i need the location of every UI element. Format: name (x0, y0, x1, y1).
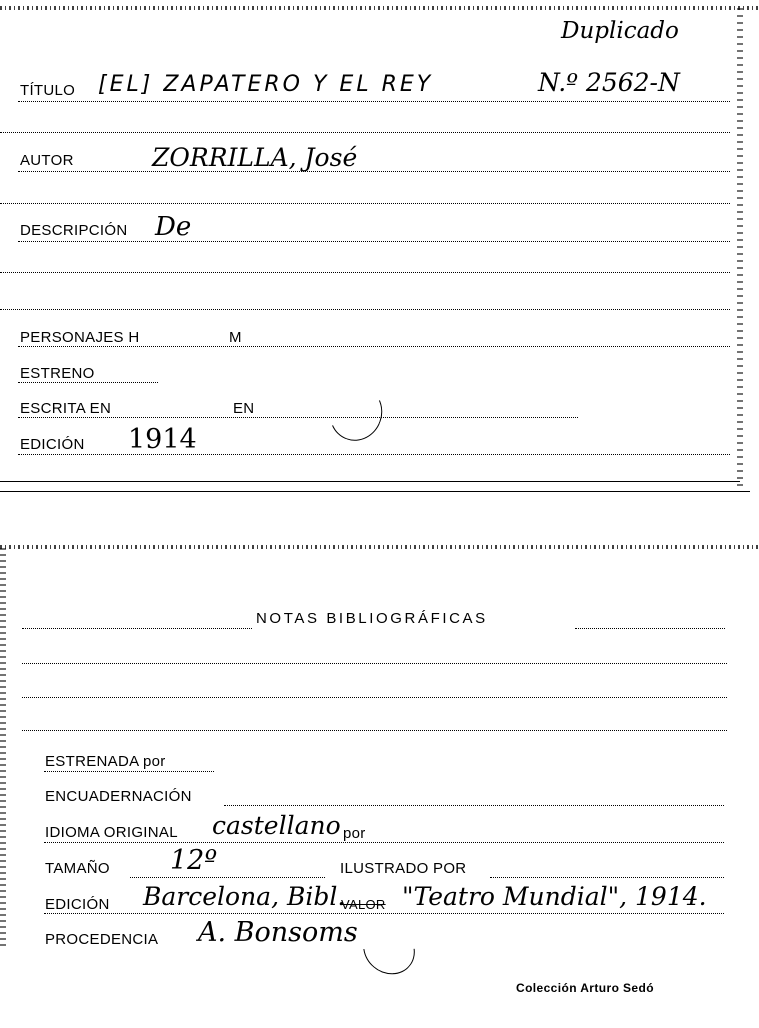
notas-line-right (575, 628, 725, 629)
back-edicion-value-2: "Teatro Mundial", 1914. (402, 882, 707, 911)
idioma-line (44, 842, 724, 843)
row-line (0, 132, 730, 133)
mujeres-label: M (229, 329, 242, 346)
ilustrado-label: ILUSTRADO POR (340, 860, 467, 877)
titulo-value: [EL] ZAPATERO Y EL REY (98, 72, 434, 97)
edicion-year: 1914 (128, 424, 197, 455)
escrita-line (18, 417, 578, 418)
descripcion-value: De (155, 212, 192, 242)
catalog-card-front (0, 0, 759, 496)
estrenada-label: ESTRENADA por (45, 753, 166, 770)
back-edicion-value-1: Barcelona, Bibl. (143, 882, 346, 911)
row-line (0, 309, 730, 310)
autor-value: ZORRILLA, José (152, 143, 358, 172)
card-bottom-edge (0, 481, 740, 482)
faded-stamp (322, 378, 390, 448)
estrenada-line (44, 771, 214, 772)
idioma-por-label: por (343, 825, 366, 842)
titulo-label: TÍTULO (20, 82, 76, 99)
estreno-label: ESTRENO (20, 365, 95, 382)
escrita-label: ESCRITA EN (20, 400, 112, 417)
row-line (0, 203, 730, 204)
idioma-value: castellano (212, 811, 341, 840)
edicion-line (18, 454, 730, 455)
encuadernacion-label: ENCUADERNACIÓN (45, 788, 192, 805)
autor-line (18, 171, 730, 172)
card-number: N.º 2562-N (538, 68, 680, 97)
notes-line (22, 663, 727, 664)
personajes-label: PERSONAJES H (20, 329, 140, 346)
back-edicion-struck: VALOR (341, 897, 386, 912)
row-line (0, 272, 730, 273)
tamano-value: 12º (170, 845, 218, 876)
notes-line (22, 697, 727, 698)
notes-line (22, 730, 727, 731)
procedencia-value: A. Bonsoms (198, 917, 358, 948)
card-top-edge (0, 6, 759, 10)
card-bottom-edge-2 (0, 491, 750, 492)
back-edicion-line (44, 913, 724, 914)
estreno-line (18, 382, 158, 383)
catalog-card-back (0, 540, 759, 1028)
back-edicion-label: EDICIÓN (45, 896, 110, 913)
notas-heading: NOTAS BIBLIOGRÁFICAS (256, 610, 488, 627)
autor-label: AUTOR (20, 152, 74, 169)
card-right-edge (737, 8, 743, 488)
personajes-line (18, 346, 730, 347)
tamano-line (130, 877, 325, 878)
notas-line-left (22, 628, 252, 629)
card-left-edge (0, 548, 6, 948)
descripcion-label: DESCRIPCIÓN (20, 222, 128, 239)
encuadernacion-line (224, 805, 724, 806)
titulo-line (18, 101, 730, 102)
tamano-label: TAMAÑO (45, 860, 110, 877)
faded-stamp (353, 913, 425, 984)
ilustrado-line (490, 877, 724, 878)
procedencia-label: PROCEDENCIA (45, 931, 159, 948)
edicion-label: EDICIÓN (20, 436, 85, 453)
card-top-edge (0, 545, 759, 549)
idioma-label: IDIOMA ORIGINAL (45, 824, 178, 841)
descripcion-line (18, 241, 730, 242)
en-label: EN (233, 400, 255, 417)
duplicate-note: Duplicado (561, 18, 679, 44)
collection-credit: Colección Arturo Sedó (516, 981, 654, 995)
